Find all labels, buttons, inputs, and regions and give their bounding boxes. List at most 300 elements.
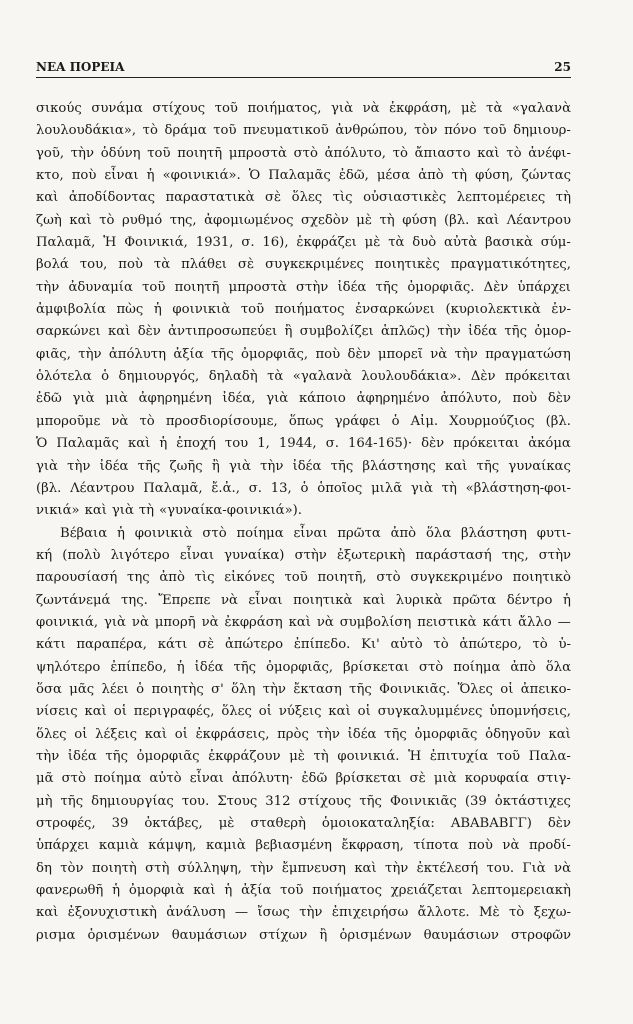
word: κή xyxy=(36,547,53,563)
word: ἐποχή xyxy=(176,436,216,452)
word: καὶ xyxy=(144,726,168,742)
word: κάποιο xyxy=(298,391,346,407)
word: τὴν xyxy=(78,346,102,362)
word: ἀπόλυτη· xyxy=(232,771,294,787)
word: Φοινικιᾶς xyxy=(389,793,457,809)
word: ἀπόλυτο, xyxy=(324,145,386,161)
word: ἴσως xyxy=(257,905,290,921)
word: σ. xyxy=(248,480,262,496)
word: ἐδῶ xyxy=(36,391,62,407)
word: ποιητὴς xyxy=(151,681,204,697)
word: του. xyxy=(486,860,515,876)
word: οἱ xyxy=(500,681,514,697)
word: πρῶτα xyxy=(452,592,497,608)
word: δὲν xyxy=(137,324,161,340)
word: γιὰ xyxy=(72,391,95,407)
word: παρουσίασή xyxy=(36,570,118,586)
text-line xyxy=(36,835,571,857)
word: μπορεῖ xyxy=(377,346,423,362)
word: του. xyxy=(181,793,210,809)
word: τῆς xyxy=(476,458,500,474)
word: συμβολίση xyxy=(339,614,412,630)
text-line xyxy=(36,254,571,276)
word: ἢ xyxy=(211,458,220,474)
word: ἰδέα xyxy=(337,279,367,295)
word: ζωῆς xyxy=(169,458,203,474)
word: πραγματικότητες, xyxy=(450,257,571,273)
word: Κι' xyxy=(361,637,380,653)
text-line xyxy=(36,768,571,790)
word: «γυναίκα-φοινικιά»). xyxy=(159,503,302,519)
word: τὸ xyxy=(509,905,525,921)
word: τὶς xyxy=(194,570,215,586)
word: ζωντάνεμά xyxy=(36,592,111,608)
word: (πολὺ xyxy=(62,547,101,563)
word: συγκαλυμμένες xyxy=(377,704,483,720)
word: γιὰ xyxy=(104,614,126,630)
word: εἶναι xyxy=(104,168,139,184)
word: πρόκειται xyxy=(453,436,520,452)
word: Μὲ xyxy=(478,905,500,921)
word: σ. xyxy=(325,436,339,452)
word: παραστατικὰ xyxy=(165,190,255,206)
word: συγκεκριμένο xyxy=(410,570,503,586)
text-line xyxy=(36,701,571,723)
word: προσδιορίσουμε, xyxy=(165,413,278,429)
word: εἶναι xyxy=(248,592,283,608)
word: δη xyxy=(36,860,52,876)
word: (βλ. xyxy=(443,212,470,228)
word: τῆς xyxy=(349,681,372,697)
word: λυρικὰ xyxy=(395,592,443,608)
text-line xyxy=(36,746,571,768)
word: τὴν xyxy=(36,748,60,764)
word: ὀμορφιᾶς xyxy=(136,748,200,764)
word: του, xyxy=(79,257,108,273)
word: λεπτομέρειες xyxy=(456,190,546,206)
word: λουλουδάκια». xyxy=(361,369,462,385)
word: ποιητῆ xyxy=(174,279,220,295)
word: μὲ xyxy=(218,816,235,831)
word: Παλαμᾶ, xyxy=(36,235,96,251)
word: γοῦ, xyxy=(36,145,65,161)
word: ἐδῶ xyxy=(301,771,328,787)
word: στὸ xyxy=(61,771,86,787)
word: στὸ xyxy=(202,525,227,541)
word: τοῦ xyxy=(483,123,507,139)
word: ἡ xyxy=(176,659,185,675)
word: καὶ xyxy=(69,212,92,228)
word: τοῦ xyxy=(213,123,237,139)
word: «βλάστηση-φοι- xyxy=(465,480,571,496)
word: ὀμορφιὰ xyxy=(128,883,185,899)
word: καὶ xyxy=(127,436,151,452)
word: πειστικὰ xyxy=(417,614,477,630)
text-line xyxy=(36,433,571,455)
word: νὰ xyxy=(554,860,571,876)
word: ἔ.ἀ., xyxy=(211,480,240,496)
word: γυναίκα) xyxy=(224,547,285,563)
word: ὀκτάστιχες xyxy=(494,793,571,809)
word: τὰ xyxy=(388,235,405,251)
word: ἄπιαστο xyxy=(414,145,471,161)
word: ὀμορφιᾶς xyxy=(414,726,478,742)
word: φοινικιά. xyxy=(337,748,400,764)
word: κάμψη, xyxy=(148,838,197,854)
word: ἐκφράζουν xyxy=(208,748,281,764)
word: ὑπάρχει xyxy=(36,838,90,854)
word: πραγματώση xyxy=(485,346,571,362)
word: 164-165)· xyxy=(347,436,413,452)
word: Γιὰ xyxy=(522,860,546,876)
word: τῆς xyxy=(359,793,382,809)
word: τὸ xyxy=(506,145,522,161)
word: γιὰ xyxy=(331,101,354,116)
word: ὁ xyxy=(136,681,145,697)
word: σύμ- xyxy=(540,235,571,251)
word: δημιουργός, xyxy=(118,369,200,385)
word: ἄλλοτε. xyxy=(417,905,470,921)
word: συνάμα xyxy=(91,101,143,116)
word: ὁρισμένων xyxy=(87,927,160,943)
word: της. xyxy=(121,592,148,608)
word: σὲ xyxy=(237,257,255,273)
word: στίχων xyxy=(259,927,308,943)
word: ποίημα xyxy=(236,525,284,541)
word: ἄλλο xyxy=(518,614,552,630)
word: Παλαμᾶς xyxy=(268,168,331,184)
word: φανερωθῆ xyxy=(36,883,104,899)
word: τὸ xyxy=(532,637,548,653)
word: τὴ xyxy=(451,168,467,184)
word: στὸ xyxy=(293,145,318,161)
word: ἡ xyxy=(153,302,162,318)
word: καὶ xyxy=(362,592,386,608)
word: παραπέρα, xyxy=(76,637,147,653)
word: θαυμάσιων xyxy=(423,927,499,943)
word: τῆς xyxy=(504,324,527,340)
word: ποιήματος xyxy=(312,883,382,899)
word: Λέαντρου xyxy=(506,212,571,228)
word: τὸν xyxy=(60,860,84,876)
word: ὀδύνη xyxy=(100,145,141,161)
word: ὁ xyxy=(391,413,400,429)
word: καὶ xyxy=(328,704,351,720)
word: εἶναι xyxy=(293,525,328,541)
word: ἀδυναμία xyxy=(68,279,133,295)
word: ρυθμό xyxy=(122,212,163,228)
word: μᾶς xyxy=(69,681,95,697)
word: στὴν xyxy=(538,547,571,563)
word: σαρκώνει xyxy=(36,324,101,340)
word: ἀνέφι- xyxy=(528,145,571,161)
word: ὀμορφιᾶς, xyxy=(266,659,334,675)
word: σταθερὴ xyxy=(250,816,306,831)
word: καὶ xyxy=(36,190,59,206)
word: τὴν xyxy=(454,346,478,362)
word: οἱ xyxy=(74,726,88,742)
word: (βλ. xyxy=(36,480,62,496)
word: ἡ xyxy=(224,883,233,899)
word: ἢ xyxy=(319,927,328,943)
word: Ὁ xyxy=(248,168,261,184)
text-line xyxy=(36,456,571,478)
word: ὁποῖος xyxy=(317,480,363,496)
word: (κυριολεκτικὰ xyxy=(445,302,541,318)
word: Φοινικιᾶς. xyxy=(379,681,451,697)
word: κάτι xyxy=(482,614,513,630)
word: βλάστησης xyxy=(362,458,436,474)
word: τὰ xyxy=(153,257,171,273)
word: «γαλανὰ xyxy=(511,101,571,116)
word: δέντρο xyxy=(506,592,553,608)
word: τοῦ xyxy=(280,883,304,899)
word: καὶ xyxy=(354,860,377,876)
word: τὴν xyxy=(262,681,286,697)
word: ποιητικὸ xyxy=(512,570,571,586)
word: ἰδέα, xyxy=(222,391,256,407)
word: τὴν xyxy=(36,279,60,295)
word: φύση, xyxy=(475,168,514,184)
word: μᾶ xyxy=(36,771,54,787)
word: τίποτα xyxy=(413,838,459,854)
word: ὑπάρχει xyxy=(517,279,571,295)
word: τὴν xyxy=(260,458,284,474)
word: κτο, xyxy=(36,168,64,184)
word: στὴν xyxy=(296,279,329,295)
text-line xyxy=(36,858,571,880)
word: κορυφαία xyxy=(464,771,529,787)
word: 1, xyxy=(257,436,270,452)
word: ΑΒΑΒΑΒΓΓ) xyxy=(450,816,532,831)
word: γιὰ xyxy=(36,458,58,474)
word: ποίημα xyxy=(94,771,142,787)
word: δὲν xyxy=(547,391,571,407)
word: νὰ xyxy=(502,838,520,854)
word: ἀποδίδοντας xyxy=(68,190,155,206)
word: ἡ xyxy=(112,883,121,899)
word: της, xyxy=(169,212,197,228)
word: σὲ xyxy=(265,190,282,206)
word: ὅλες xyxy=(36,726,67,742)
word: ἀπὸ xyxy=(390,525,417,541)
word: σ. xyxy=(241,235,255,251)
word: συγκεκριμένες xyxy=(265,257,364,273)
word: ὅλη xyxy=(231,681,256,697)
word: ποιητικὰ xyxy=(293,592,353,608)
word: Παλαμᾶ, xyxy=(143,480,203,496)
word: ὅπως xyxy=(288,413,324,429)
word: βρίσκεται xyxy=(335,771,402,787)
word: ἀπὸ xyxy=(159,570,185,586)
word: μποροῦμε xyxy=(36,413,101,429)
word: λέει xyxy=(101,681,129,697)
word: νὰ xyxy=(201,614,219,630)
word: μέσα xyxy=(376,168,411,184)
word: ἰδέα xyxy=(468,324,498,340)
word: μιὰ xyxy=(433,771,457,787)
word: καμιὰ xyxy=(206,838,246,854)
word: στίχους xyxy=(298,793,352,809)
word: στὸ xyxy=(419,659,444,675)
word: (βλ. xyxy=(545,413,571,429)
word: (39 xyxy=(464,793,487,809)
word: ποίημα xyxy=(453,659,501,675)
word: ποὺ xyxy=(71,168,97,184)
word: τῆς xyxy=(137,458,161,474)
text-line xyxy=(36,523,571,545)
word: ἐν- xyxy=(551,302,571,318)
word: νὰ xyxy=(362,101,380,116)
word: ἀπὸ xyxy=(510,659,536,675)
body-text xyxy=(36,98,571,947)
word: στίχους xyxy=(152,101,206,116)
text-line xyxy=(36,299,571,321)
word: «γαλανὰ xyxy=(292,369,352,385)
text-line xyxy=(36,634,571,656)
text-line xyxy=(36,679,571,701)
word: Αἰμ. xyxy=(410,413,439,429)
word: ἐπιχειρήσω xyxy=(331,905,409,921)
word: σὲ xyxy=(409,771,426,787)
word: ὀμορφιᾶς. xyxy=(407,279,475,295)
word: τῆς xyxy=(211,346,234,362)
word: νὰ xyxy=(430,346,448,362)
text-line xyxy=(36,388,571,410)
word: τὴν xyxy=(70,145,94,161)
word: εἶναι xyxy=(189,771,224,787)
word: ὑ- xyxy=(558,637,571,653)
word: τὴν xyxy=(250,860,274,876)
word: ἔκφραση, xyxy=(341,838,404,854)
word: καὶ xyxy=(477,145,500,161)
word: ὁλότελα xyxy=(36,369,92,385)
word: νύξεις xyxy=(278,704,322,720)
word: ποιήματος xyxy=(274,302,345,318)
word: καμιὰ xyxy=(98,838,139,854)
word: δράμα xyxy=(164,123,207,139)
word: ἐκτέλεσή xyxy=(416,860,479,876)
word: ἀπεικο- xyxy=(520,681,571,697)
word: δὲν xyxy=(547,816,571,831)
word: Λέαντρου xyxy=(70,480,135,496)
word: πνευματικοῦ xyxy=(243,123,329,139)
word: ἀπὸ xyxy=(418,168,444,184)
word: ζώντας xyxy=(521,168,571,184)
word: τὰ xyxy=(486,101,503,116)
text-line xyxy=(36,902,571,924)
word: ἀπόλυτη xyxy=(108,346,166,362)
word: ἐκφράζει xyxy=(296,235,357,251)
word: ψηλότερο xyxy=(36,659,101,675)
word: μπροστὰ xyxy=(228,279,287,295)
word: «φοινικιά». xyxy=(162,168,241,184)
word: μὴ xyxy=(36,793,53,809)
word: τὴν xyxy=(299,905,323,921)
word: φιᾶς, xyxy=(36,346,71,362)
text-line xyxy=(36,813,571,835)
text-line xyxy=(36,567,571,589)
word: φοινικιὰ xyxy=(172,302,231,318)
text-line xyxy=(36,791,571,813)
word: πρόκειται xyxy=(504,369,571,385)
running-header xyxy=(36,52,571,78)
word: πλάθει xyxy=(181,257,227,273)
word: ἐκφράσεις, xyxy=(195,726,270,742)
word: στὴ xyxy=(145,860,170,876)
text-line xyxy=(36,880,571,902)
word: τὴ xyxy=(313,748,329,764)
word: δηλαδὴ xyxy=(208,369,258,385)
word: της xyxy=(127,570,150,586)
word: νὰ xyxy=(131,614,149,630)
word: μὲ xyxy=(364,235,381,251)
word: ἡ xyxy=(563,592,571,608)
word: ξεχω- xyxy=(533,905,571,921)
word: τοῦ xyxy=(284,570,308,586)
word: φοινικιά, xyxy=(36,614,99,630)
word: ἐπιτυχία xyxy=(429,748,489,764)
word: ἡ xyxy=(116,525,125,541)
word: δὲν xyxy=(421,436,445,452)
word: ὁ xyxy=(101,369,110,385)
word: γράφει xyxy=(334,413,381,429)
word: της, xyxy=(501,547,529,563)
word: ἀπώτερο, xyxy=(459,637,522,653)
word: Ἔπρεπε xyxy=(158,592,211,608)
word: ὀμορφιᾶς, xyxy=(241,346,309,362)
word: ποὺ xyxy=(468,838,493,854)
word: τὸ xyxy=(142,123,158,139)
word: Φοινικιά, xyxy=(124,235,188,251)
word: βολά xyxy=(36,257,69,273)
word: ἐκφράση xyxy=(224,614,283,630)
word: ὁδηγοῦν xyxy=(485,726,541,742)
word: πόνο xyxy=(444,123,477,139)
word: 1931, xyxy=(195,235,234,251)
word: τὸ xyxy=(99,212,115,228)
word: οἱ xyxy=(174,726,188,742)
word: τὴν xyxy=(67,458,91,474)
word: ἀξία xyxy=(173,346,204,362)
word: ἀπώτερο xyxy=(224,637,284,653)
word: φυτι- xyxy=(536,525,571,541)
word: δυὸ xyxy=(412,235,437,251)
word: ἀνθρώπου, xyxy=(335,123,408,139)
word: ποὺ xyxy=(118,257,143,273)
word: τοῦ xyxy=(240,302,265,318)
word: ἰδέα xyxy=(194,659,224,675)
word: θαυμάσιων xyxy=(171,927,247,943)
word: — xyxy=(234,905,249,921)
word: ζωὴ xyxy=(36,212,62,228)
word: ἀφηρημένη xyxy=(138,391,212,407)
word: αὐτὰ xyxy=(444,235,478,251)
word: ἔκταση xyxy=(293,681,342,697)
word: τοῦ xyxy=(147,145,171,161)
text-line xyxy=(36,232,571,254)
word: Παλα- xyxy=(528,748,571,764)
word: λουλουδάκια», xyxy=(36,123,137,139)
word: τοῦ xyxy=(214,101,238,116)
text-line xyxy=(36,478,571,500)
word: μιλᾶ xyxy=(371,480,403,496)
word: Βέβαια xyxy=(60,525,108,541)
word: σ' xyxy=(211,681,224,697)
word: ὅλες xyxy=(291,190,323,206)
word: φοινικιὰ xyxy=(134,525,193,541)
text-line xyxy=(36,321,571,343)
